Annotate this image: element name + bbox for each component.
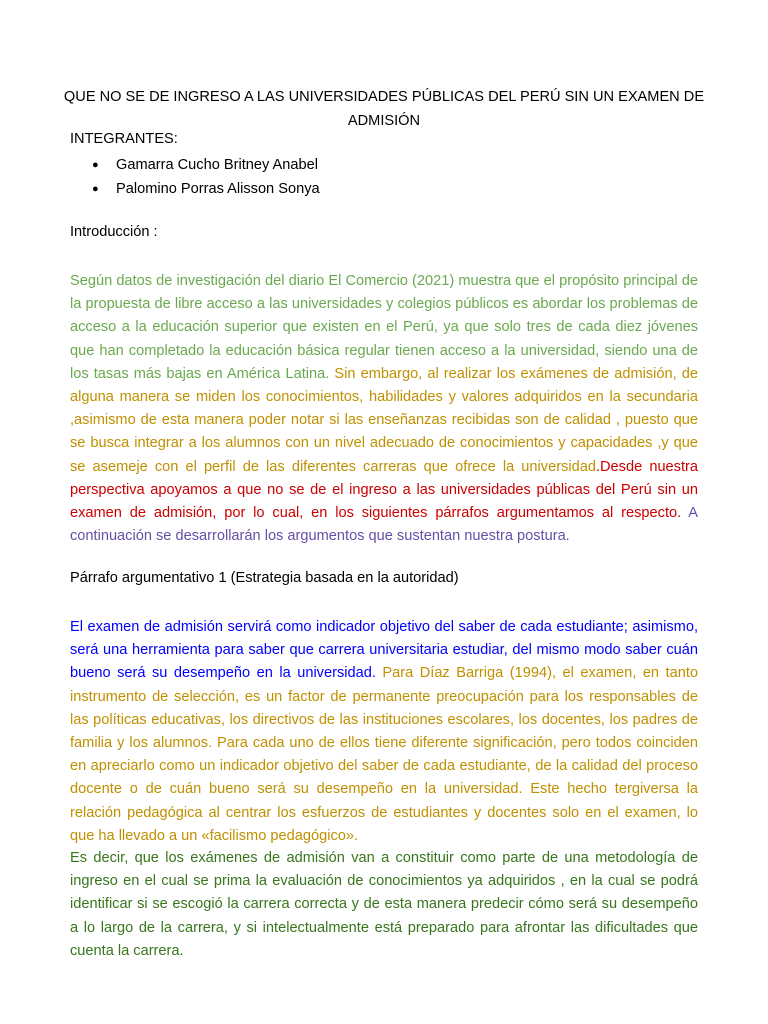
paragraph1-continuation <box>70 847 698 963</box>
paragraph1-body <box>70 616 698 848</box>
p1-blue-text: El examen de admisión servirá como indicador objetivo del saber de cada estudiante; asimismo, será una herramienta para saber que carrera universitaria estudiar, del mismo modo saber cuán bueno será su desempeño en la universidad. <box>70 619 698 682</box>
intro-green-text: Según datos de investigación del diario El Comercio (2021) muestra que el propósito principal de la propuesta de libre acceso a las universidades y colegios públicos es abordar los problemas de acceso a la educación superior que existen en el Perú, ya que solo tres de cada diez jóvenes que han completado la educación básica regular tienen acceso a la universidad, siendo una de los tasas más bajas en América Latina. <box>70 273 698 382</box>
p1-olive-text: Para Díaz Barriga (1994), el examen, en tanto instrumento de selección, es un factor de permanente preocupación para los responsables de las políticas educativas, los directivos de las instituciones escolares, los docentes, los padres de familia y los alumnos. Para cada uno de ellos tiene diferente significación, pero todos coinciden en apreciarlo como un indicador objetivo del saber de cada estudiante, de la calidad del proceso docente o de cuán bueno será su desempeño en la universidad. Este hecho tergiversa la relación pedagógica al centrar los esfuerzos de estudiantes y docentes solo en el examen, lo que ha llevado a un «facilismo pedagógico». <box>70 665 699 844</box>
introduction-heading: Introducción : <box>70 224 158 240</box>
p1-dark-green-text: Es decir, que los exámenes de admisión van a constituir como parte de una metodología de ingreso en el cual se prima la evaluación de conocimientos ya adquiridos , en la cual se podrá identificar si se escogió la carrera correcta y de esta manera predecir cómo será su desempeño a lo largo de la carrera, y si intelectualmente está preparado para afrontar las dificultades que cuenta la carrera. <box>70 850 698 959</box>
intro-olive-text: Sin embargo, al realizar los exámenes de admisión, de alguna manera se miden los conocimientos, habilidades y valores adquiridos en la secundaria ,asimismo de esta manera poder notar si las enseñanzas recibidas son de calidad , puesto que se busca integrar a los alumnos con un nivel adecuado de conocimientos y capacidades ,y que se asemeje con el perfil de las diferentes carreras que ofrece la universidad <box>70 365 698 475</box>
member-name: Gamarra Cucho Britney Anabel <box>116 157 318 173</box>
bullet-icon: ● <box>92 182 99 195</box>
member-name: Palomino Porras Alisson Sonya <box>116 180 320 197</box>
intro-red-text: Desde nuestra perspectiva apoyamos a que no se de el ingreso a las universidades públicas del Perú sin un examen de admisión, por lo cual, en los siguientes párrafos argumentamos al respecto. <box>70 458 698 522</box>
document-title: QUE NO SE DE INGRESO A LAS UNIVERSIDADES PÚBLICAS DEL PERÚ SIN UN EXAMEN DE ADMISIÓN <box>63 89 705 129</box>
members-label: INTEGRANTES: <box>70 131 178 147</box>
intro-red-dot: . <box>595 458 601 475</box>
list-item <box>92 178 320 202</box>
members-list <box>92 154 320 201</box>
introduction-paragraph <box>70 270 698 548</box>
list-item <box>92 154 320 178</box>
paragraph1-heading: Párrafo argumentativo 1 (Estrategia basada en la autoridad) <box>70 570 459 586</box>
bullet-icon: ● <box>92 159 99 171</box>
intro-purple-text: A continuación se desarrollarán los argumentos que sustentan nuestra postura. <box>70 505 698 545</box>
